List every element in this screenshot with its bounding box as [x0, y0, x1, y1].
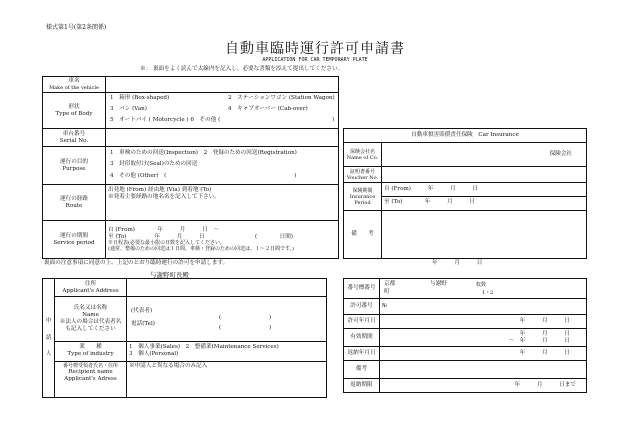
purpose-opt-1-2[interactable]: 1 車検のための回送(Inspection) 2 登録のための回送(Registration) [110, 149, 297, 156]
plate-town: 与謝野 [430, 280, 447, 287]
cert-label-en: Voucher No. [346, 174, 379, 181]
body-opt-3[interactable]: 3 バン (Van) [110, 105, 147, 112]
period-from: 自 (From) 年 月 日 ～ [108, 226, 219, 233]
deadline-label: 返納期限 [344, 379, 380, 393]
route-label: 運行の経路 [60, 195, 88, 202]
body-type-options[interactable] [106, 93, 339, 129]
office-use-table [343, 278, 587, 393]
ins-remarks-input[interactable] [382, 211, 587, 259]
insurance-table [343, 128, 587, 259]
serial-label-cell [43, 129, 106, 147]
route-line-1: 出発地 (From) 経由地 (Via) 到着地 (To) [108, 187, 212, 193]
recipient-label-cell [55, 361, 127, 397]
serial-input[interactable] [106, 129, 339, 147]
ins-period-en-2: Period [354, 199, 371, 206]
name-note-1: ※法人の場合は代表者名 [59, 318, 122, 325]
period-label-cell [43, 221, 106, 259]
insurance-header: 自動車損害賠償責任保険 Car Insurance [344, 129, 587, 143]
return-val[interactable]: 年 月 日 [380, 347, 587, 361]
serial-label: 車台番号 [62, 130, 86, 137]
tel-paren-close-2: ) [269, 324, 272, 331]
recipient-label-en-2: Applicant's Adress [64, 375, 117, 382]
company-input[interactable] [382, 143, 587, 167]
make-label: 車名 [68, 78, 80, 84]
permit-date-label: 許可年月日 [344, 315, 380, 329]
plate-input[interactable] [380, 279, 587, 299]
name-label-cell [55, 297, 127, 341]
plate-city-2: 町 [384, 288, 390, 295]
address-label-en: Applicant's Address [62, 287, 119, 294]
cert-input[interactable] [382, 167, 587, 183]
industry-opt-1-2[interactable]: 1 個人事業(Sales) 2 整備業(Maintenance Services) [129, 344, 279, 351]
purpose-label-en: Purpose [62, 165, 86, 172]
valid-input[interactable] [380, 329, 587, 347]
tel-paren-open-1: ( [219, 314, 222, 321]
body-label-cell [43, 93, 106, 129]
body-label: 形状 [68, 103, 80, 110]
cert-label: 証明書番号 [349, 168, 375, 175]
route-input[interactable] [106, 185, 339, 221]
plate-count-label: 枚数 [476, 281, 487, 288]
instruction-note: ※： 裏面をよく読んで太線内を記入し、必要な書類を添えて提出してください。 [140, 66, 344, 72]
ins-period-label: 保険期間 [352, 187, 373, 194]
purpose-label: 運行の目的 [60, 158, 88, 165]
make-input[interactable] [106, 77, 339, 93]
address-label: 住所 [84, 280, 97, 287]
body-opt-1[interactable]: 1 箱形 (Box-shaped) [110, 94, 170, 101]
plate-city-1: 京都 [384, 280, 396, 287]
name-label-en: Name [82, 311, 99, 318]
body-opt-4[interactable]: 4 キャブオーバー (Cab-over) [228, 105, 308, 112]
make-label-en: Make of the vehicle [49, 84, 99, 91]
purpose-options[interactable] [106, 147, 339, 185]
company-label-en: Name of Co. [346, 154, 379, 161]
company-suffix: 保険会社 [549, 151, 573, 157]
purpose-opt-close: ) [294, 172, 297, 179]
company-label: 保険会社名 [349, 148, 375, 155]
industry-label: 業 種 [79, 344, 102, 351]
body-opt-close: ) [332, 116, 335, 123]
name-note-2: も記入してください [65, 325, 116, 332]
tel-paren-close-1: ) [269, 314, 272, 321]
period-note-2: (通常、整備のための回送は１日間、車検・登録のための回送は、１～２日間です。) [108, 246, 295, 253]
permit-label: 許可番号 [344, 299, 380, 315]
recipient-label: 番号標受領者氏名・住所 [62, 362, 118, 369]
period-to: 至 (To) 年 月 日 ( 日間) [108, 233, 293, 240]
ins-period-label-cell [344, 183, 382, 211]
office-remarks-label: 備考 [344, 361, 380, 379]
rep-label: (代表者) [131, 307, 153, 314]
industry-label-en: Type of industry [67, 351, 114, 358]
permit-date-val[interactable]: 年 月 日 [380, 315, 587, 329]
recipient-note: ※申請人と異なる場合のみ記入 [129, 362, 208, 369]
side-char-2: 請 [45, 334, 52, 341]
ins-period-input[interactable] [382, 183, 587, 211]
subtitle-en: APPLICATION FOR CAR TEMPORARY PLATE [262, 57, 368, 63]
ins-period-en-1: Insurance [349, 193, 376, 200]
route-label-cell [43, 185, 106, 221]
ins-period-from: 自 (From) 年 月 日 [382, 184, 586, 197]
side-char-3: 人 [45, 351, 52, 358]
recipient-label-en-1: Recipient name [68, 368, 113, 375]
cert-label-cell [344, 167, 382, 183]
deadline-val[interactable]: 年 月 日まで [380, 379, 587, 393]
pledge-text: 裏面の注意事項に同意の上、上記のとおり臨時運行の許可を申請します。 [44, 260, 229, 266]
pledge-date: 年 月 日 [432, 260, 483, 266]
purpose-opt-4[interactable]: 4 その他 (Other) ( [110, 172, 167, 179]
route-label-en: Route [65, 202, 83, 209]
valid-to: ～ 年 月 日 [508, 337, 570, 344]
return-label: 返納年月日 [344, 347, 380, 361]
industry-label-cell [55, 341, 127, 361]
plate-label: 番号標番号 [344, 279, 380, 299]
page-title: 自動車臨時運行許可申請書 [225, 41, 405, 57]
route-line-2: ※発着主要経路の地名名を記入して下さい。 [108, 193, 220, 200]
form-code: 様式第1号(第2条関係) [46, 24, 107, 31]
industry-opt-3[interactable]: 3 個人(Personal) [129, 351, 179, 358]
address-label-cell [55, 279, 127, 297]
valid-from: 年 月 日 [519, 330, 570, 337]
purpose-opt-3[interactable]: 3 封印取付け(Seal)のための回送 [110, 160, 198, 167]
body-opt-2[interactable]: 2 ステーションワゴン (Station Wagon) [228, 94, 335, 101]
applicant-table [42, 278, 327, 398]
recipient-input[interactable] [127, 361, 327, 397]
ins-period-to: 至 (To) 年 月 日 [384, 198, 476, 205]
tel-paren-open-2: ( [219, 324, 222, 331]
period-label: 運行の期間 [60, 232, 88, 239]
period-input[interactable] [106, 221, 339, 259]
valid-label: 有効期間 [344, 329, 380, 347]
industry-options[interactable] [127, 341, 327, 361]
address-input[interactable] [127, 279, 327, 297]
period-label-en: Service period [53, 239, 95, 246]
tel-label: 電話(Tel) [131, 320, 155, 327]
purpose-label-cell [43, 147, 106, 185]
plate-count-val: 1・2 [482, 289, 494, 296]
name-label: 氏名又は名称 [73, 304, 108, 311]
make-label-cell [43, 77, 106, 93]
body-label-en: Type of Body [55, 110, 93, 117]
addressee: 与謝野町長殿 [150, 271, 189, 279]
period-note-1: ※日程表(必要な最小限の日数を記入してください。 [108, 240, 225, 247]
ins-remarks-label: 備 考 [344, 211, 382, 259]
serial-label-en: Serial No. [59, 137, 89, 144]
applicant-side-label [43, 279, 55, 398]
body-opt-5-6[interactable]: 5 オートバイ ( Motorcycle ) 6 その他 ( [110, 116, 221, 123]
office-remarks-input[interactable] [380, 361, 587, 379]
company-label-cell [344, 143, 382, 167]
vehicle-info-table [42, 76, 339, 259]
side-char-1: 申 [45, 317, 52, 324]
name-input[interactable] [127, 297, 327, 341]
permit-val[interactable]: № [380, 299, 587, 315]
